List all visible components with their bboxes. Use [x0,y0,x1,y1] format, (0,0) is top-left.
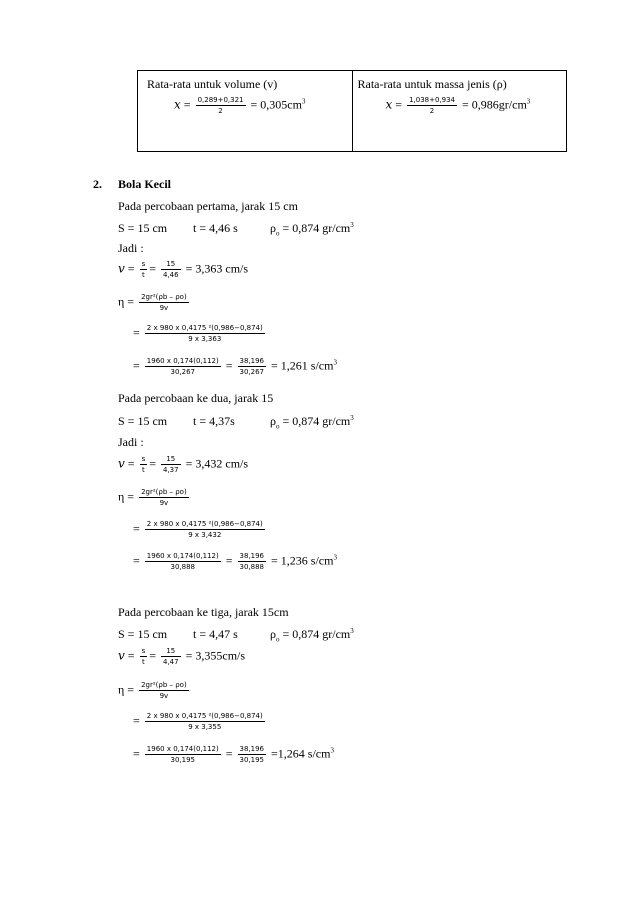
viscosity-formula: η = $\frac{\text{2gr²(ρb – ρo)}}{9v}$ [118,681,187,700]
trial-density: $\rho_o = 0,874$ $gr/cm^3$ [270,414,354,431]
velocity-formula: v = $\frac{s}{t}$ = $\frac{15}{4,46}$ = 3,363 cm/s [118,260,249,279]
trial-distance: S = 15 cm [118,627,168,641]
viscosity-step-2: = $\frac{\text{2 x 980 x 0,4175 ²(0,986−0,874)}}{9 x 3,363}$ [133,324,263,343]
trial-jadi: Jadi : [118,241,144,255]
trial-density: $\rho_o = 0,874$ $gr/cm^3$ [270,221,354,238]
average-table [137,70,567,152]
section-number: 2. [93,177,102,191]
trial-heading: Pada percobaan ke tiga, jarak 15cm [118,605,289,619]
volume-average-header: Rata-rata untuk volume (v) [147,77,278,91]
viscosity-formula: η = $\frac{\text{2gr²(ρb – ρo)}}{9v}$ [118,488,187,507]
trial-density: $\rho_o = 0,874$ $gr/cm^3$ [270,627,354,644]
viscosity-formula: η = $\frac{\text{2gr²(ρb – ρo)}}{9v}$ [118,293,187,312]
viscosity-step-2: = $\frac{\text{2 x 980 x 0,4175 ²(0,986−0,874)}}{9 x 3,432}$ [133,520,263,539]
trial-time: t = 4,46 s [193,221,238,235]
viscosity-step-2: = $\frac{\text{2 x 980 x 0,4175 ²(0,986−0,874)}}{9 x 3,355}$ [133,712,263,731]
velocity-formula: v = $\frac{s}{t}$ = $\frac{15}{4,37}$ = 3,432 cm/s [118,455,249,474]
density-average-cell [352,71,567,152]
section-title: Bola Kecil [118,177,171,191]
volume-average-cell [138,71,353,152]
viscosity-step-3: = $\frac{1960 x 0,174(0,112)}{30,267}$ = $\frac{38,196}{30,267}$ = 1,261 $s/cm^3$ [133,357,337,376]
density-average-header: Rata-rata untuk massa jenis (ρ) [357,77,507,91]
trial-time: t = 4,37s [193,414,235,428]
trial-jadi: Jadi : [118,435,144,449]
volume-average-formula: x = $\frac{0,289+0,321}{2}$ = $0,305cm^3$ [174,96,306,115]
trial-time: t = 4,47 s [193,627,238,641]
trial-distance: S = 15 cm [118,414,168,428]
velocity-formula: v = $\frac{s}{t}$ = $\frac{15}{4,47}$ = 3,355cm/s [118,647,246,666]
trial-heading: Pada percobaan ke dua, jarak 15 [118,391,274,405]
trial-distance: S = 15 cm [118,221,168,235]
viscosity-step-3: = $\frac{1960 x 0,174(0,112)}{30,195}$ = $\frac{38,196}{30,195}$ =1,264 $s/cm^3$ [133,745,334,764]
density-average-formula: x = $\frac{1,038+0,934}{2}$ = $0,986gr/cm^3$ [385,96,531,115]
trial-heading: Pada percobaan pertama, jarak 15 cm [118,199,298,213]
viscosity-step-3: = $\frac{1960 x 0,174(0,112)}{30,888}$ = $\frac{38,196}{30,888}$ = 1,236 $s/cm^3$ [133,552,337,571]
